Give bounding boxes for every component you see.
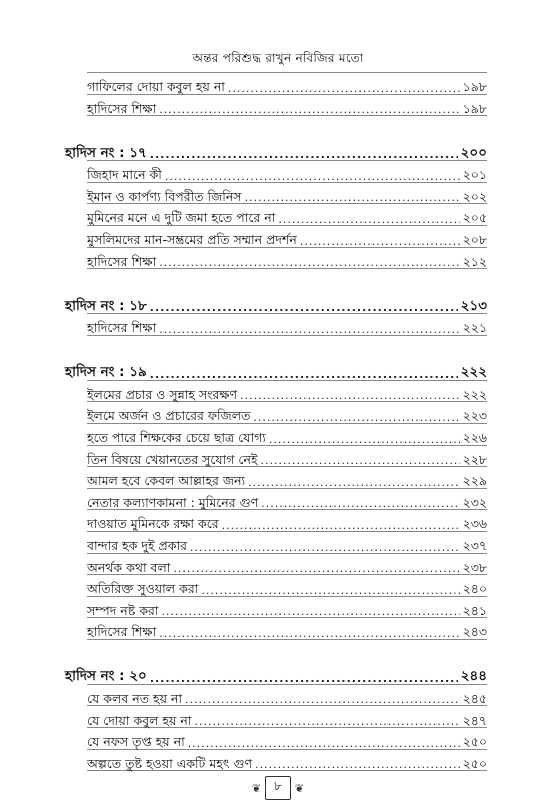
entry-page: ২৪৭ xyxy=(462,712,487,728)
toc-entry[interactable] xyxy=(87,596,487,618)
dot-leader xyxy=(165,171,460,182)
dot-leader xyxy=(185,694,460,705)
heading-title: হাদিস নং : ১৭ xyxy=(65,144,147,161)
entry-title: যে দোয়া কবুল হয় না xyxy=(87,712,192,728)
entry-page: ২৪১ xyxy=(462,602,487,618)
entry-page: ২৩৮ xyxy=(462,559,487,575)
entry-page: ২৫০ xyxy=(462,734,487,750)
toc-entry[interactable] xyxy=(87,553,487,575)
dot-leader xyxy=(245,192,460,203)
entry-title: মুসলিমদের মান-সম্ভ্রমের প্রতি সম্মান প্রদর্শন xyxy=(87,232,297,248)
heading-page: ২০০ xyxy=(460,144,487,161)
toc-entry[interactable] xyxy=(87,160,487,182)
toc-section xyxy=(65,358,487,640)
toc-entry[interactable] xyxy=(87,684,487,706)
toc-entry[interactable] xyxy=(87,203,487,225)
folio xyxy=(0,776,556,800)
dot-leader xyxy=(240,390,459,401)
entry-title: অল্পতে তুষ্ট হওয়া একটি মহৎ গুণ xyxy=(87,755,253,771)
dot-leader xyxy=(161,606,459,617)
dot-leader xyxy=(201,585,459,596)
table-of-contents xyxy=(65,72,487,771)
toc-entry[interactable] xyxy=(87,247,487,269)
entry-page: ২০২ xyxy=(462,188,487,204)
heading-title: হাদিস নং : ১৮ xyxy=(65,297,147,314)
entry-page: ১৯৮ xyxy=(462,79,487,95)
toc-section-heading[interactable] xyxy=(65,358,487,380)
toc-entry[interactable] xyxy=(87,445,487,467)
dot-leader xyxy=(188,738,460,749)
entry-page: ২২৮ xyxy=(462,451,487,467)
entry-title: নেতার কল্যাণকামনা : মুমিনের গুণ xyxy=(87,494,259,510)
entry-page: ২০৮ xyxy=(462,232,487,248)
entry-page: ২৪৫ xyxy=(462,690,487,706)
entry-page: ২১২ xyxy=(462,253,487,269)
entry-title: বান্দার হক দুই প্রকার xyxy=(87,538,187,553)
toc-entry-group xyxy=(87,313,487,336)
dot-leader xyxy=(269,434,460,445)
dot-leader xyxy=(159,257,459,268)
dot-leader xyxy=(159,324,459,335)
dot-leader xyxy=(261,498,459,509)
entry-page: ২২৩ xyxy=(462,408,487,424)
toc-entry[interactable] xyxy=(87,182,487,204)
toc-entry[interactable] xyxy=(87,574,487,596)
entry-title: দাওয়াত মুমিনকে রক্ষা করে xyxy=(87,516,219,532)
dot-leader xyxy=(173,563,459,574)
dot-leader xyxy=(150,302,458,313)
entry-page: ২৫০ xyxy=(462,755,487,771)
toc-section xyxy=(65,291,487,336)
dot-leader xyxy=(150,673,458,684)
toc-entry[interactable] xyxy=(87,727,487,749)
dot-leader xyxy=(255,759,460,770)
toc-entry[interactable] xyxy=(87,705,487,727)
toc-entry[interactable] xyxy=(87,531,487,553)
dot-leader xyxy=(150,149,458,160)
entry-title: যে নফস তৃপ্ত হয় না xyxy=(87,734,185,750)
toc-entry[interactable] xyxy=(87,313,487,335)
ornament-left-icon: ❦ xyxy=(251,781,262,795)
dot-leader xyxy=(159,104,459,115)
toc-entry[interactable] xyxy=(87,380,487,402)
entry-title: যে কলব নত হয় না xyxy=(87,690,183,706)
entry-title: ইলমের প্রচার ও সুন্নাহ সংরক্ষণ xyxy=(87,386,238,402)
dot-leader xyxy=(248,477,459,488)
toc-entry-group xyxy=(87,684,487,771)
toc-entry-group xyxy=(87,160,487,269)
entry-page: ২২১ xyxy=(462,320,487,336)
entry-title: জিহাদ মানে কী xyxy=(87,167,162,183)
entry-title: ইলমে অর্জন ও প্রচারের ফজিলত xyxy=(87,408,251,424)
toc-section-heading[interactable] xyxy=(65,138,487,160)
toc-entry-group xyxy=(87,72,487,116)
dot-leader xyxy=(300,236,460,247)
entry-title: তিন বিষয়ে খেয়ানতের সুযোগ নেই xyxy=(87,451,258,467)
toc-entry[interactable] xyxy=(87,94,487,116)
toc-entry[interactable] xyxy=(87,423,487,445)
entry-title: অতিরিক্ত সুওয়াল করা xyxy=(87,581,199,597)
entry-page: ২৪০ xyxy=(462,581,487,597)
dot-leader xyxy=(228,83,460,94)
dot-leader xyxy=(194,716,459,727)
heading-page: ২১৩ xyxy=(460,297,487,314)
entry-title: মুমিনের মনে এ দুটি জমা হতে পারে না xyxy=(87,210,276,226)
running-head: অন্তর পরিশুদ্ধ রাখুন নবিজির মতো xyxy=(192,51,364,65)
toc-entry-group xyxy=(87,380,487,640)
dot-leader xyxy=(278,214,459,225)
dot-leader xyxy=(150,369,458,380)
entry-page: ২৩৬ xyxy=(462,516,487,532)
ornament-right-icon: ❦ xyxy=(294,781,305,795)
toc-entry[interactable] xyxy=(87,749,487,771)
heading-title: হাদিস নং : ১৯ xyxy=(65,364,147,381)
toc-entry[interactable] xyxy=(87,488,487,510)
entry-title: হাদিসের শিক্ষা xyxy=(87,624,157,640)
entry-page: ২৩২ xyxy=(462,494,487,510)
dot-leader xyxy=(222,520,460,531)
toc-entry[interactable] xyxy=(87,509,487,531)
toc-section-heading[interactable] xyxy=(65,291,487,313)
entry-page: ২৩৭ xyxy=(462,538,487,553)
toc-section xyxy=(65,138,487,269)
toc-section-heading[interactable] xyxy=(65,662,487,684)
toc-entry[interactable] xyxy=(87,617,487,639)
heading-page: ২২২ xyxy=(460,364,487,381)
entry-title: হাদিসের শিক্ষা xyxy=(87,320,157,336)
dot-leader xyxy=(260,455,459,466)
entry-title: সম্পদ নষ্ট করা xyxy=(87,602,159,618)
entry-page: ২২৯ xyxy=(462,473,487,489)
entry-page: ২০৫ xyxy=(462,210,487,226)
toc-entry[interactable] xyxy=(87,72,487,94)
page-number: ৮ xyxy=(265,776,291,800)
heading-title: হাদিস নং : ২০ xyxy=(65,668,147,685)
toc-section xyxy=(65,72,487,116)
entry-title: হাদিসের শিক্ষা xyxy=(87,253,157,269)
entry-page: ২২২ xyxy=(462,386,487,402)
toc-section xyxy=(65,662,487,771)
entry-title: ইমান ও কার্পণ্য বিপরীত জিনিস xyxy=(87,188,242,204)
entry-title: গাফিলের দোয়া কবুল হয় না xyxy=(87,79,225,95)
heading-page: ২৪৪ xyxy=(460,668,487,685)
entry-page: ২২৬ xyxy=(462,430,487,446)
toc-entry[interactable] xyxy=(87,225,487,247)
entry-title: হাদিসের শিক্ষা xyxy=(87,100,157,116)
entry-title: অনর্থক কথা বলা xyxy=(87,559,171,575)
entry-title: হতে পারে শিক্ষকের চেয়ে ছাত্র যোগ্য xyxy=(87,430,266,446)
entry-page: ২০১ xyxy=(462,167,487,183)
entry-page: ১৯৮ xyxy=(462,100,487,116)
toc-entry[interactable] xyxy=(87,466,487,488)
toc-entry[interactable] xyxy=(87,401,487,423)
entry-title: আমল হবে কেবল আল্লাহর জন্য xyxy=(87,473,246,489)
dot-leader xyxy=(253,412,459,423)
entry-page: ২৪৩ xyxy=(462,624,487,640)
dot-leader xyxy=(159,628,459,639)
dot-leader xyxy=(190,542,460,553)
